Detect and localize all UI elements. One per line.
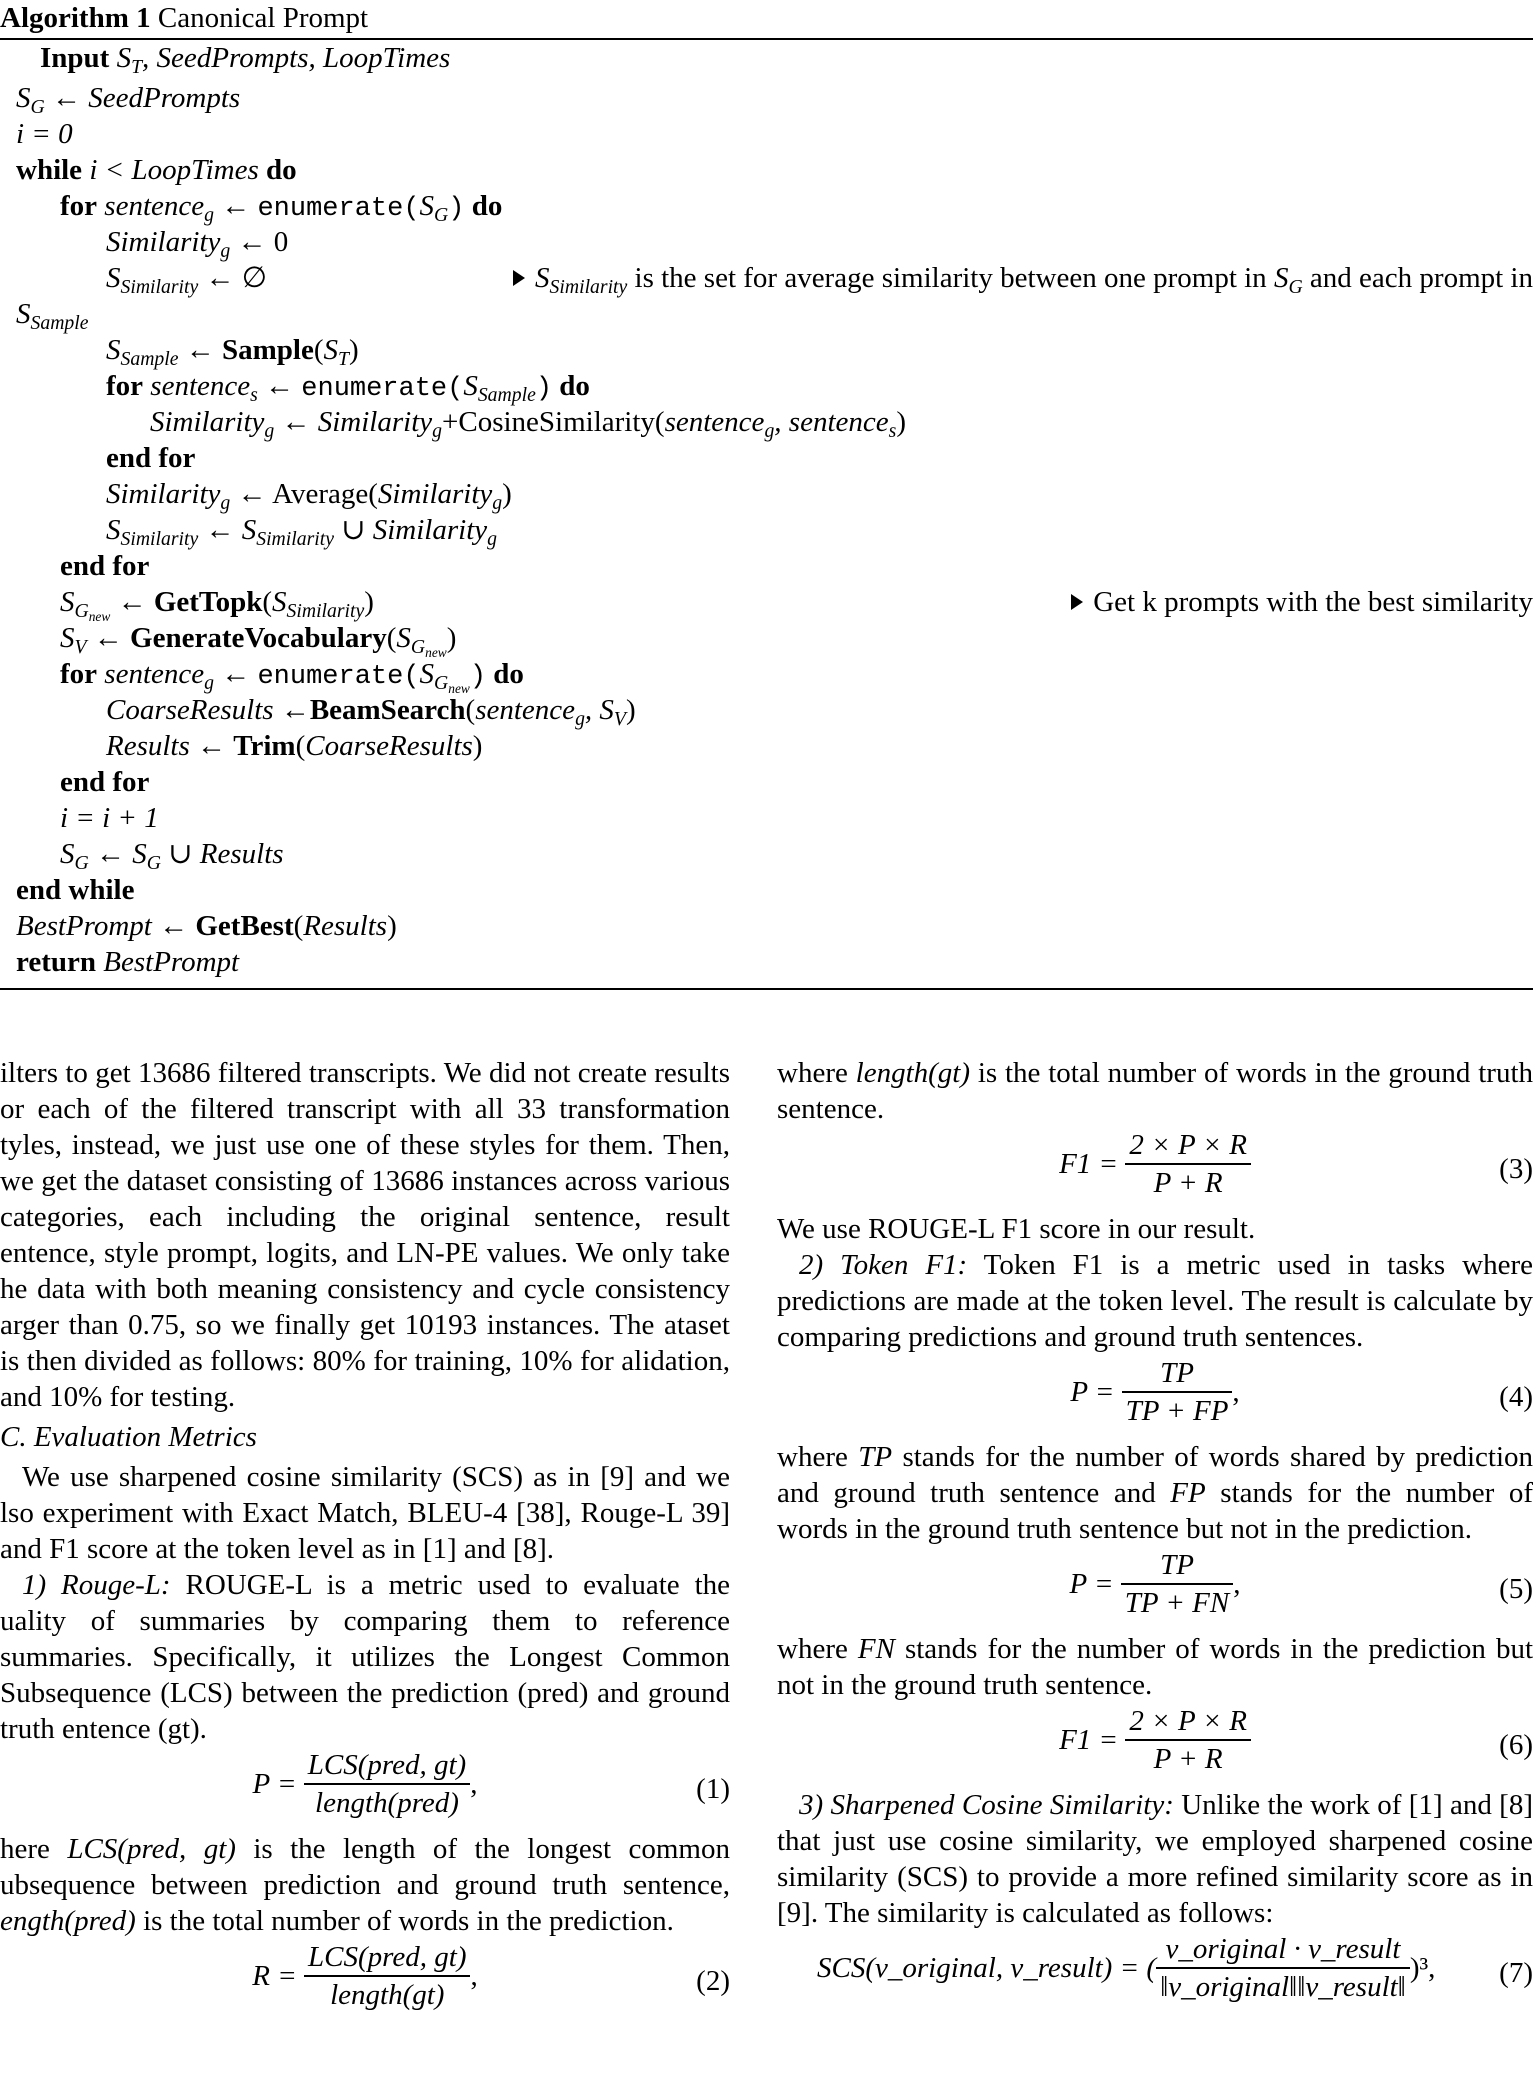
- algo-line-input: Input $S_T$, SeedPrompts, LoopTimes: [40, 42, 451, 78]
- algorithm-title: Canonical Prompt: [157, 2, 369, 34]
- algo-line-vocab: $S_V$ ← $GenerateVocabulary(S_{G_{new}})$: [60, 622, 457, 660]
- algo-line-union1: $S_{Similarity}$ ← $S_{Similarity}$ ∪ Similarity$_g$: [106, 514, 497, 550]
- algo-line-endfor2: end for: [106, 442, 196, 474]
- algo-line-inc: i = i + 1: [60, 802, 159, 834]
- algo-line-endfor1: end for: [60, 550, 150, 582]
- equation-4: P = $\frac{TP}{TP + FP}$ , (4): [1070, 1357, 1533, 1427]
- algo-comment-1-wrap: $S_{Sample}$: [16, 298, 89, 334]
- right-paragraph-2: We use ROUGE-L F1 score in our result.: [777, 1213, 1256, 1245]
- algo-line-sim-init: Similarity$_g$ ← 0: [106, 226, 289, 262]
- algo-comment-1: $S_{Similarity}$ is the set for average similarity between one prompt in $S_G$ and each prompt in: [513, 260, 1533, 296]
- section-heading: C. Evaluation Metrics: [0, 1421, 257, 1453]
- right-column: [777, 1055, 1533, 2015]
- right-paragraph-6: 3) Sharpened Cosine Similarity: Unlike the work of [1] and [8] that just use cosine similarity, we employed sharpened cosine similarity (SCS) to provide a more refined similarity score as in [9]. The similarity is calculated as follows:: [777, 1789, 1533, 1929]
- algo-line-2: $S_G$ ← SeedPrompts: [16, 82, 241, 118]
- algo-line-getbest: BestPrompt ← GetBest(Results): [16, 910, 397, 942]
- left-column: [0, 1055, 730, 2023]
- algo-line-for3: for sentence$_g$ ← $enumerate(S_{G_{new}})$ do: [60, 658, 524, 696]
- algo-line-ssim-init: $S_{Similarity}$ ← ∅: [106, 262, 267, 298]
- algo-line-endwhile: end while: [16, 874, 135, 906]
- left-paragraph-3: 1) Rouge-L: ROUGE-L is a metric used to evaluate the uality of summaries by comparing them to reference summaries. Specifically, it utilizes the Longest Common Subsequence (LCS) between the prediction (pred) and ground truth entence (gt).: [0, 1569, 731, 1745]
- algo-line-return: return BestPrompt: [16, 946, 240, 978]
- algo-line-for1: for sentence$_g$ ← $enumerate(S_G)$ do: [60, 190, 503, 226]
- left-paragraph-1: ilters to get 13686 filtered transcripts. We did not create results or each of the filtered transcript with all 33 transformation tyles, instead, we just use one of these styles for them. Then, we get the dataset consisting of 13686 instances across various categories, each including the original sentence, result entence, style prompt, logits, and LN-PE values. We only take he data with both meaning consistency and cycle consistency arger than 0.75, so we finally get 10193 instances. The ataset is then divided as follows: 80% for training, 10% for alidation, and 10% for testing.: [0, 1057, 730, 1413]
- algorithm-caption: [0, 0, 1533, 36]
- algo-line-average: Similarity$_g$ ← Average(Similarity$_g$): [106, 478, 512, 514]
- algo-line-for2: for sentence$_s$ ← $enumerate(S_{Sample})$ do: [106, 370, 590, 406]
- algorithm-label: Algorithm 1: [0, 2, 151, 34]
- algo-line-topk: $S_{G_{new}}$ ← $GetTopk(S_{Similarity})$: [60, 586, 374, 624]
- comment-triangle-icon: [1071, 594, 1083, 610]
- left-paragraph-2: We use sharpened cosine similarity (SCS) as in [9] and we lso experiment with Exact Match, BLEU-4 [38], Rouge-L 39] and F1 score at the token level as in [1] and [8].: [0, 1461, 730, 1565]
- right-paragraph-3: 2) Token F1: Token F1 is a metric used in tasks where predictions are made at the token level. The result is calculate by comparing predictions and ground truth sentences.: [777, 1249, 1533, 1353]
- algo-line-cosine: Similarity$_g$ ← Similarity$_g$+CosineSimilarity(sentence$_g$, sentence$_s$): [150, 406, 906, 442]
- bottom-rule: [0, 988, 1533, 990]
- algo-line-sample: $S_{Sample}$ ← $Sample(S_T)$: [106, 334, 359, 370]
- algo-line-beam: CoarseResults ←BeamSearch(sentence$_g$, $S_V$): [106, 694, 636, 730]
- algo-line-trim: Results ← Trim(CoarseResults): [106, 730, 483, 762]
- algo-line-endfor3: end for: [60, 766, 150, 798]
- equation-3: F1 = $\frac{2 \times P \times R}{P + R}$ (3): [1059, 1129, 1533, 1199]
- equation-6: F1 = $\frac{2 \times P \times R}{P + R}$ (6): [1059, 1705, 1533, 1775]
- right-paragraph-4: where TP stands for the number of words shared by prediction and ground truth sentence and FP stands for the number of words in the ground truth sentence but not in the prediction.: [777, 1441, 1533, 1545]
- right-paragraph-1: where length(gt) is the total number of words in the ground truth sentence.: [777, 1057, 1533, 1125]
- left-paragraph-4: here LCS(pred, gt) is the length of the longest common ubsequence between prediction and ground truth sentence, ength(pred) is the total number of words in the prediction.: [0, 1833, 730, 1937]
- equation-5: P = $\frac{TP}{TP + FN}$ , (5): [1069, 1549, 1533, 1619]
- algo-comment-2: Get k prompts with the best similarity: [1071, 584, 1533, 620]
- algo-line-while: while i < LoopTimes do: [16, 154, 297, 186]
- algo-line-union2: $S_G$ ← $S_G$ ∪ Results: [60, 838, 284, 874]
- algo-line-3: i = 0: [16, 118, 73, 150]
- equation-2: R = $\frac{\text{LCS(pred, gt)}}{\text{length(gt)}}$ , (2): [252, 1941, 730, 2011]
- equation-1: P = $\frac{\text{LCS(pred, gt)}}{\text{length(pred)}}$ , (1): [252, 1749, 730, 1819]
- equation-7: SCS(v_original, v_result) = ( $\frac{\text{v\_original · v\_result}}{\text{‖v\_original‖‖v\_result‖}}$ )³, (7): [817, 1933, 1533, 2003]
- right-paragraph-5: where FN stands for the number of words in the prediction but not in the ground truth sentence.: [777, 1633, 1533, 1701]
- comment-triangle-icon: [513, 270, 525, 286]
